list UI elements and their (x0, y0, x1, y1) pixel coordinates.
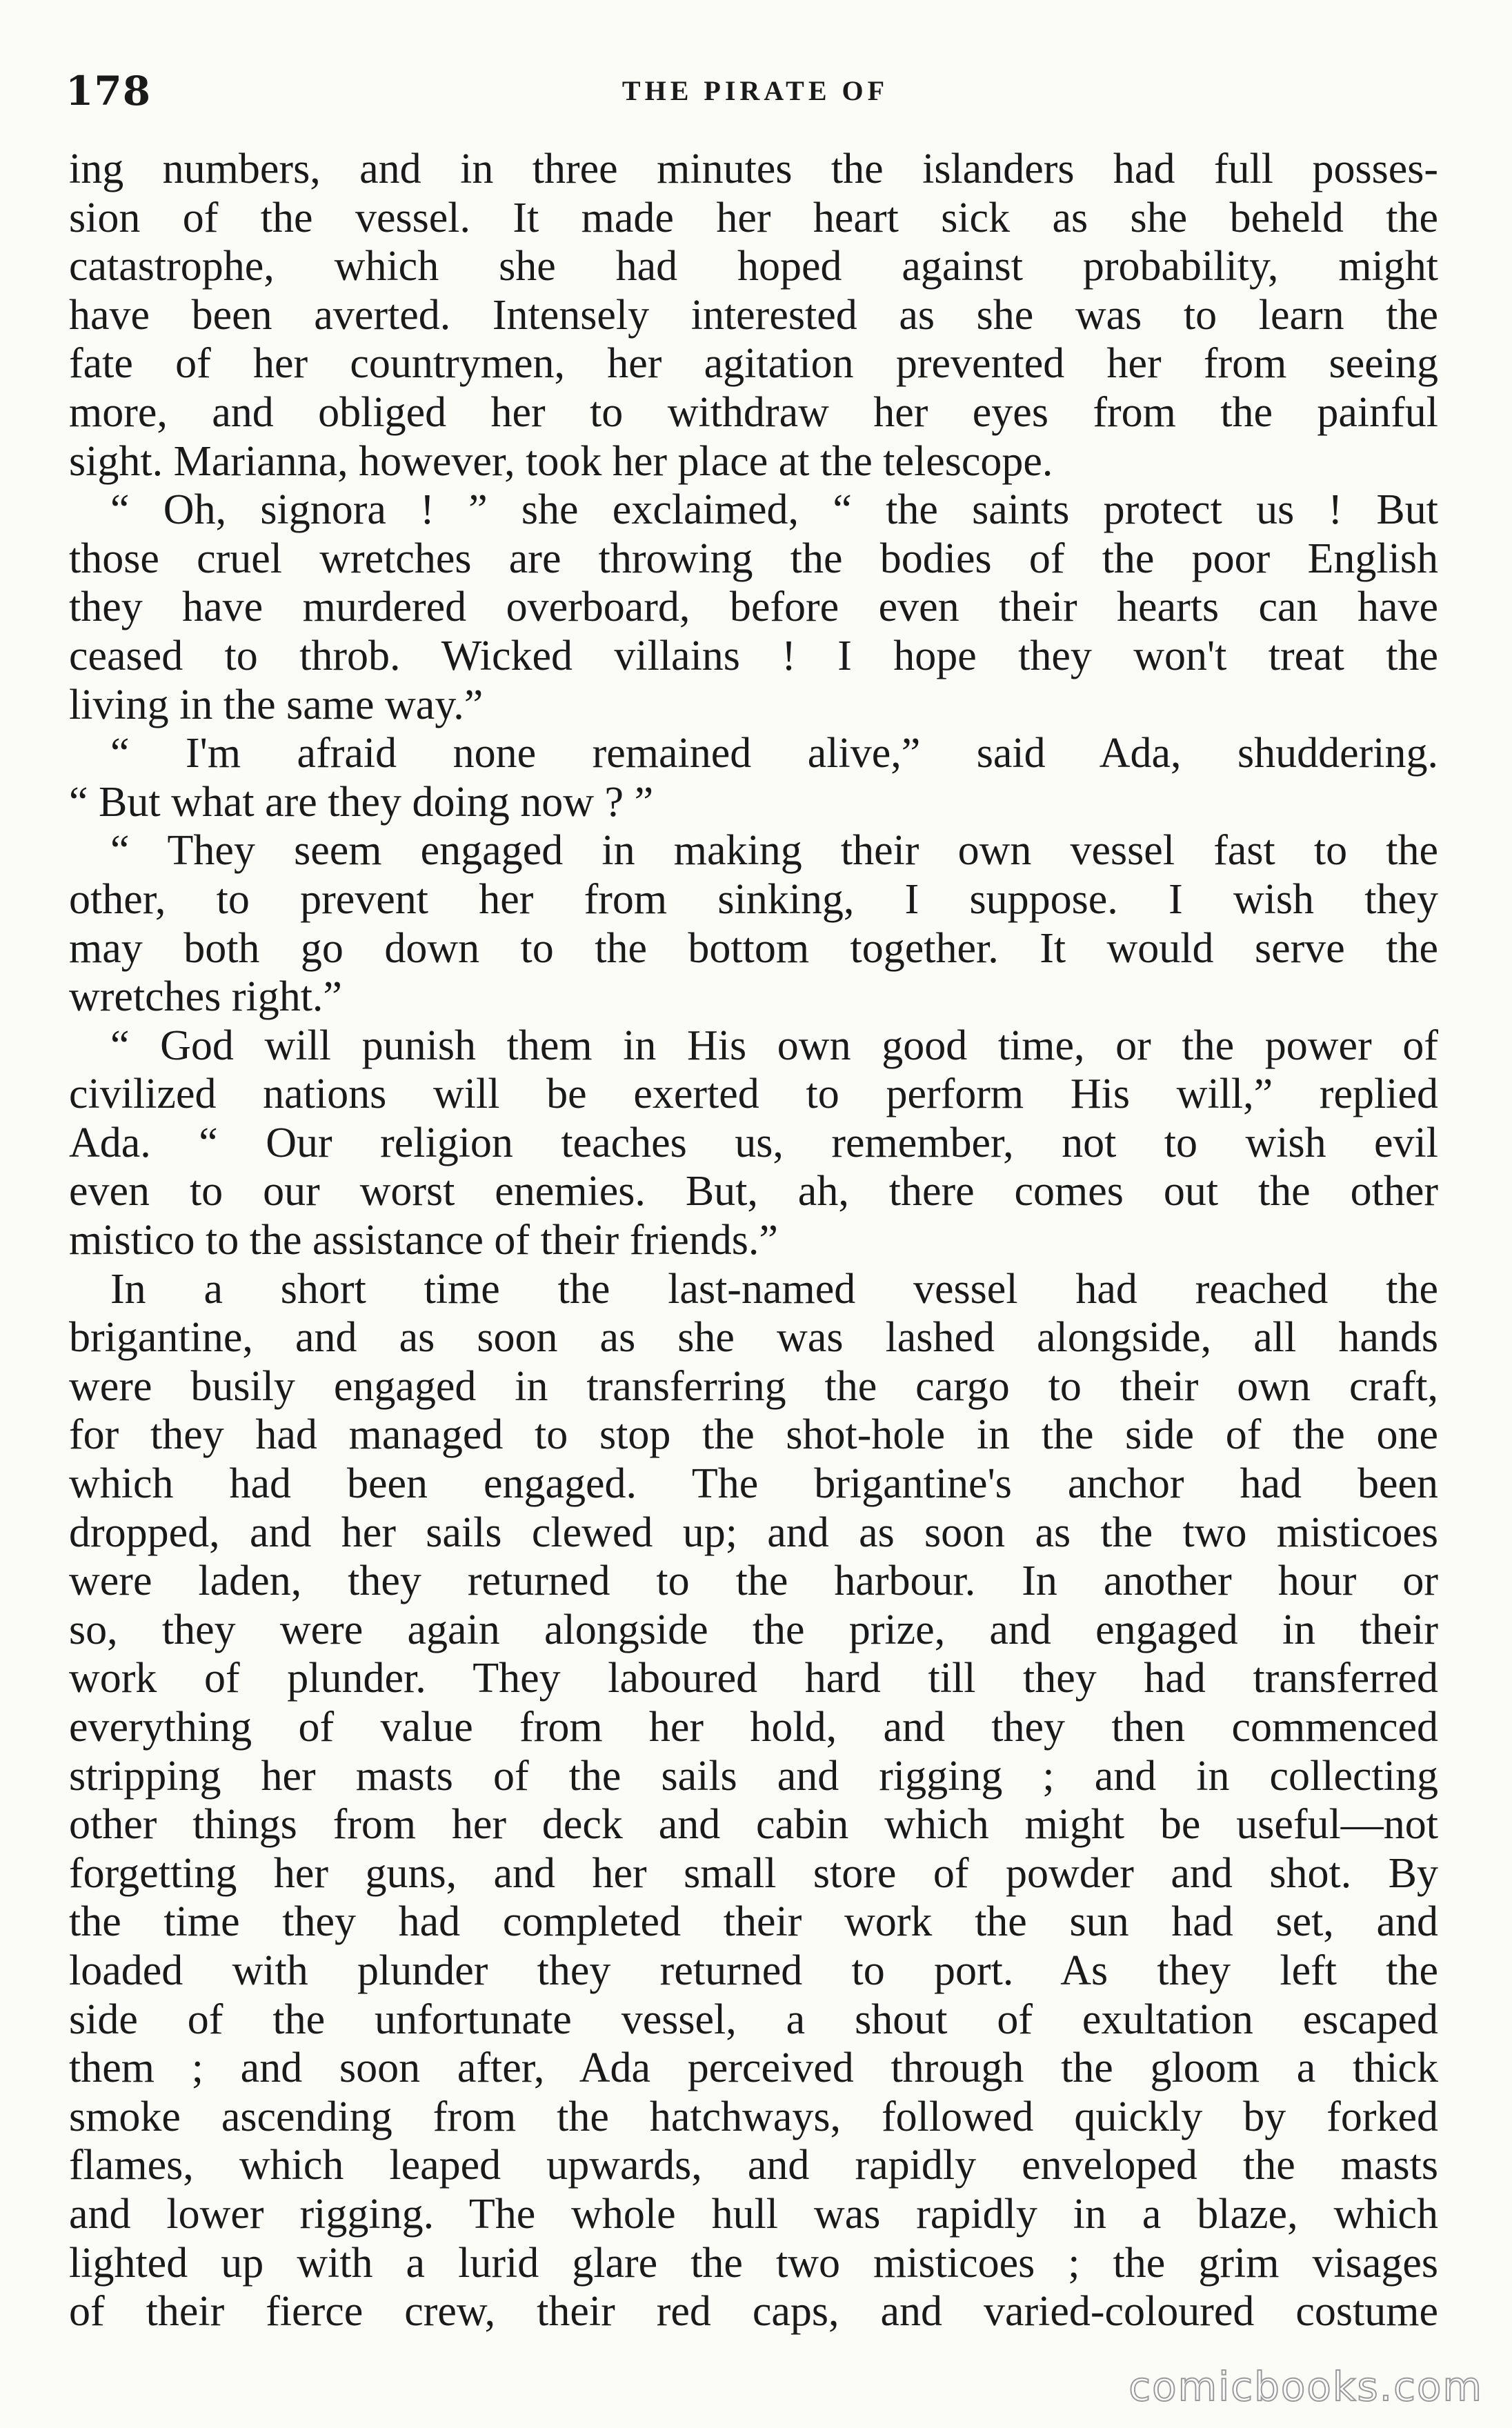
text-line: of their fierce crew, their red caps, and varied-coloured costume (69, 2288, 1438, 2336)
text-line: even to our worst enemies. But, ah, there comes out the other (69, 1168, 1438, 1215)
body-text (69, 145, 1438, 2336)
text-line: brigantine, and as soon as she was lashed alongside, all hands (69, 1314, 1438, 1362)
text-line: ceased to throb. Wicked villains ! I hope they won't treat the (69, 632, 1438, 679)
text-line: mistico to the assistance of their friends.” (69, 1217, 778, 1264)
text-line: sion of the vessel. It made her heart sick as she beheld the (69, 194, 1438, 241)
text-line: and lower rigging. The whole hull was rapidly in a blaze, which (69, 2190, 1438, 2238)
text-line: for they had managed to stop the shot-hole in the side of the one (69, 1411, 1438, 1459)
text-line: work of plunder. They laboured hard till they had transferred (69, 1655, 1438, 1702)
text-line: sight. Marianna, however, took her place at the telescope. (69, 437, 1053, 485)
text-line: they have murdered overboard, before even their hearts can have (69, 584, 1438, 631)
text-line: smoke ascending from the hatchways, followed quickly by forked (69, 2093, 1438, 2140)
watermark: comicbooks.com (1128, 2363, 1483, 2410)
text-line: fate of her countrymen, her agitation prevented her from seeing (69, 340, 1438, 388)
text-line: “ They seem engaged in making their own vessel fast to the (110, 827, 1438, 875)
text-line: flames, which leaped upwards, and rapidly enveloped the masts (69, 2142, 1438, 2189)
text-line: other, to prevent her from sinking, I suppose. I wish they (69, 875, 1438, 923)
text-line: “ I'm afraid none remained alive,” said Ada, shuddering. (110, 730, 1438, 777)
text-line: In a short time the last-named vessel had reached the (110, 1265, 1438, 1313)
page-number: 178 (66, 68, 152, 115)
text-line: have been averted. Intensely interested as she was to learn the (69, 291, 1438, 339)
text-line: living in the same way.” (69, 681, 484, 728)
running-head (66, 63, 1445, 119)
text-line: other things from her deck and cabin which might be useful—not (69, 1801, 1438, 1849)
text-line: more, and obliged her to withdraw her eyes from the painful (69, 388, 1438, 436)
text-line: those cruel wretches are throwing the bodies of the poor English (69, 535, 1438, 582)
running-title: THE PIRATE OF (621, 75, 889, 106)
text-line: the time they had completed their work the sun had set, and (69, 1898, 1438, 1946)
text-line: catastrophe, which she had hoped against probability, might (69, 243, 1438, 290)
text-line: everything of value from her hold, and they then commenced (69, 1704, 1438, 1751)
text-line: were laden, they returned to the harbour. In another hour or (69, 1558, 1438, 1605)
text-line: them ; and soon after, Ada perceived through the gloom a thick (69, 2044, 1438, 2092)
text-line: civilized nations will be exerted to perform His will,” replied (69, 1071, 1438, 1118)
text-line: stripping her masts of the sails and rigging ; and in collecting (69, 1752, 1438, 1800)
text-line: Ada. “ Our religion teaches us, remember, not to wish evil (69, 1119, 1438, 1166)
text-line: “ But what are they doing now ? ” (69, 778, 654, 826)
text-line: which had been engaged. The brigantine's anchor had been (69, 1460, 1438, 1508)
text-line: ing numbers, and in three minutes the islanders had full posses- (69, 146, 1438, 192)
text-line: “ God will punish them in His own good time, or the power of (110, 1022, 1438, 1069)
text-line: loaded with plunder they returned to port. As they left the (69, 1947, 1438, 1994)
text-line: forgetting her guns, and her small store of powder and shot. By (69, 1849, 1438, 1897)
text-line: side of the unfortunate vessel, a shout of exultation escaped (69, 1996, 1438, 2043)
text-line: lighted up with a lurid glare the two misticoes ; the grim visages (69, 2239, 1438, 2287)
text-line: so, they were again alongside the prize, and engaged in their (69, 1606, 1438, 1653)
text-line: wretches right.” (69, 973, 342, 1021)
text-line: “ Oh, signora ! ” she exclaimed, “ the saints protect us ! But (110, 486, 1438, 534)
text-line: may both go down to the bottom together. It would serve the (69, 924, 1438, 972)
text-line: were busily engaged in transferring the cargo to their own craft, (69, 1362, 1438, 1410)
text-line: dropped, and her sails clewed up; and as soon as the two misticoes (69, 1509, 1438, 1556)
